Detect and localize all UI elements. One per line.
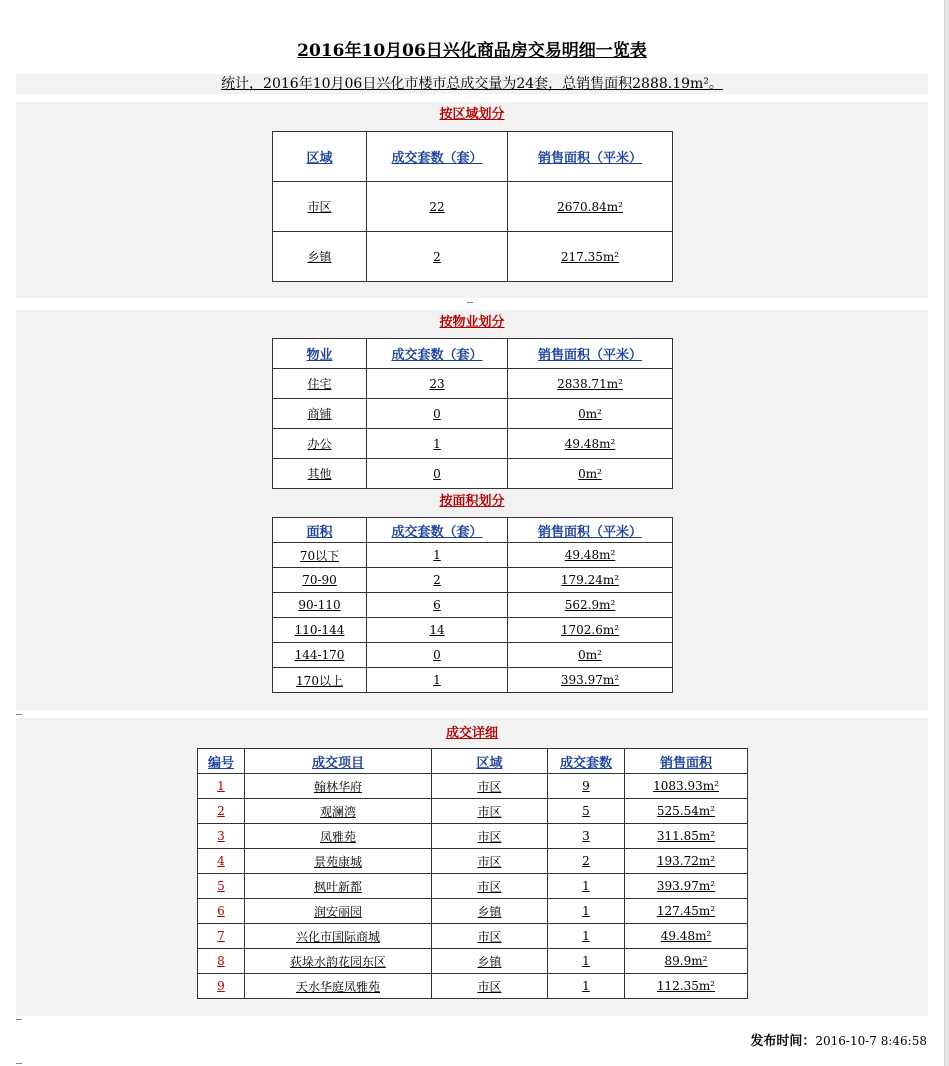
table-row (273, 459, 673, 489)
detail-id[interactable]: 4 (198, 849, 245, 874)
area-total[interactable]: 179.24m² (508, 568, 673, 593)
table-row (273, 568, 673, 593)
col-header-project[interactable]: 成交项目 (245, 749, 432, 774)
property-type[interactable]: 办公 (273, 429, 367, 459)
area-range[interactable]: 90-110 (273, 593, 367, 618)
detail-units[interactable]: 1 (548, 924, 625, 949)
table-row (198, 899, 748, 924)
area-units[interactable]: 1 (367, 668, 508, 693)
detail-region[interactable]: 乡镇 (432, 949, 548, 974)
detail-area[interactable]: 193.72m² (625, 849, 748, 874)
area-total[interactable]: 393.97m² (508, 668, 673, 693)
table-row (198, 924, 748, 949)
col-header-region[interactable]: 区域 (273, 132, 367, 182)
area-total[interactable]: 0m² (508, 643, 673, 668)
detail-project[interactable]: 润安丽园 (245, 899, 432, 924)
detail-units[interactable]: 2 (548, 849, 625, 874)
area-header-row (273, 518, 673, 543)
table-row (273, 618, 673, 643)
area-total[interactable]: 1702.6m² (508, 618, 673, 643)
property-units[interactable]: 23 (367, 369, 508, 399)
detail-id[interactable]: 1 (198, 774, 245, 799)
detail-area[interactable]: 49.48m² (625, 924, 748, 949)
property-type[interactable]: 商铺 (273, 399, 367, 429)
detail-area[interactable]: 112.35m² (625, 974, 748, 999)
area-units[interactable]: 0 (367, 643, 508, 668)
property-units[interactable]: 1 (367, 429, 508, 459)
col-header-property[interactable]: 物业 (273, 339, 367, 369)
region-header-row (273, 132, 673, 182)
detail-project[interactable]: 天水华庭凤雅苑 (245, 974, 432, 999)
detail-area[interactable]: 127.45m² (625, 899, 748, 924)
detail-units[interactable]: 3 (548, 824, 625, 849)
detail-id[interactable]: 7 (198, 924, 245, 949)
table-row (273, 232, 673, 282)
area-units[interactable]: 6 (367, 593, 508, 618)
area-table (272, 517, 673, 693)
col-header-id[interactable]: 编号 (198, 749, 245, 774)
publish-time (750, 1030, 927, 1049)
detail-units[interactable]: 9 (548, 774, 625, 799)
property-heading: 按物业划分 (439, 315, 505, 330)
table-row (273, 399, 673, 429)
table-row (273, 369, 673, 399)
detail-region[interactable]: 市区 (432, 974, 548, 999)
col-header-units[interactable]: 成交套数（套） (367, 132, 508, 182)
table-row (198, 799, 748, 824)
area-units[interactable]: 14 (367, 618, 508, 643)
publish-time-value: 2016-10-7 8:46:58 (815, 1034, 927, 1048)
divider-mark: _ (16, 1006, 22, 1020)
region-name[interactable]: 乡镇 (273, 232, 367, 282)
table-row (198, 849, 748, 874)
table-row (198, 774, 748, 799)
detail-units[interactable]: 1 (548, 949, 625, 974)
detail-region[interactable]: 市区 (432, 774, 548, 799)
page-title: 2016年10月06日兴化商品房交易明细一览表 (297, 41, 647, 61)
detail-project[interactable]: 翰林华府 (245, 774, 432, 799)
col-header-units[interactable]: 成交套数（套） (367, 339, 508, 369)
detail-project[interactable]: 荻垛水韵花园东区 (245, 949, 432, 974)
area-range[interactable]: 70-90 (273, 568, 367, 593)
table-row (198, 949, 748, 974)
detail-project[interactable]: 景苑康城 (245, 849, 432, 874)
detail-id[interactable]: 5 (198, 874, 245, 899)
area-total[interactable]: 562.9m² (508, 593, 673, 618)
detail-id[interactable]: 9 (198, 974, 245, 999)
divider-mark: _ (16, 1050, 22, 1064)
divider-mark: _ (16, 701, 22, 715)
detail-region[interactable]: 市区 (432, 849, 548, 874)
detail-id[interactable]: 6 (198, 899, 245, 924)
divider-mark: _ (467, 289, 473, 303)
property-type[interactable]: 其他 (273, 459, 367, 489)
property-type[interactable]: 住宅 (273, 369, 367, 399)
table-row (273, 543, 673, 568)
col-header-area[interactable]: 销售面积 (625, 749, 748, 774)
details-table (197, 748, 748, 999)
area-heading: 按面积划分 (439, 494, 505, 509)
region-area[interactable]: 2670.84m² (508, 182, 673, 232)
table-row (273, 182, 673, 232)
detail-id[interactable]: 3 (198, 824, 245, 849)
detail-id[interactable]: 2 (198, 799, 245, 824)
detail-area[interactable]: 89.9m² (625, 949, 748, 974)
property-units[interactable]: 0 (367, 459, 508, 489)
detail-units[interactable]: 1 (548, 974, 625, 999)
publish-time-label: 发布时间： (750, 1034, 816, 1049)
col-header-area[interactable]: 销售面积（平米） (508, 132, 673, 182)
table-row (273, 668, 673, 693)
property-table (272, 338, 673, 489)
area-range[interactable]: 144-170 (273, 643, 367, 668)
table-row (198, 974, 748, 999)
area-range[interactable]: 110-144 (273, 618, 367, 643)
detail-project[interactable]: 观澜湾 (245, 799, 432, 824)
col-header-area[interactable]: 销售面积（平米） (508, 518, 673, 543)
detail-id[interactable]: 8 (198, 949, 245, 974)
detail-region[interactable]: 市区 (432, 924, 548, 949)
detail-units[interactable]: 5 (548, 799, 625, 824)
detail-area[interactable]: 393.97m² (625, 874, 748, 899)
details-header-row (198, 749, 748, 774)
property-units[interactable]: 0 (367, 399, 508, 429)
table-row (273, 643, 673, 668)
detail-area[interactable]: 525.54m² (625, 799, 748, 824)
vertical-scrollbar[interactable] (944, 0, 949, 1066)
region-heading: 按区域划分 (439, 107, 505, 122)
region-area[interactable]: 217.35m² (508, 232, 673, 282)
details-heading: 成交详细 (445, 726, 498, 741)
col-header-area[interactable]: 销售面积（平米） (508, 339, 673, 369)
area-total[interactable]: 49.48m² (508, 543, 673, 568)
property-header-row (273, 339, 673, 369)
detail-project[interactable]: 兴化市国际商城 (245, 924, 432, 949)
area-range[interactable]: 170以上 (273, 668, 367, 693)
region-name[interactable]: 市区 (273, 182, 367, 232)
region-table (272, 131, 673, 282)
detail-area[interactable]: 311.85m² (625, 824, 748, 849)
col-header-units[interactable]: 成交套数（套） (367, 518, 508, 543)
property-area[interactable]: 2838.71m² (508, 369, 673, 399)
detail-region[interactable]: 市区 (432, 824, 548, 849)
region-units[interactable]: 22 (367, 182, 508, 232)
table-row (198, 824, 748, 849)
area-units[interactable]: 1 (367, 543, 508, 568)
property-area[interactable]: 49.48m² (508, 429, 673, 459)
detail-project[interactable]: 凤雅苑 (245, 824, 432, 849)
property-area[interactable]: 0m² (508, 459, 673, 489)
detail-region[interactable]: 乡镇 (432, 899, 548, 924)
detail-units[interactable]: 1 (548, 899, 625, 924)
area-range[interactable]: 70以下 (273, 543, 367, 568)
property-area[interactable]: 0m² (508, 399, 673, 429)
table-row (198, 874, 748, 899)
area-units[interactable]: 2 (367, 568, 508, 593)
col-header-region[interactable]: 区域 (432, 749, 548, 774)
table-row (273, 593, 673, 618)
detail-project[interactable]: 枫叶新都 (245, 874, 432, 899)
region-units[interactable]: 2 (367, 232, 508, 282)
detail-region[interactable]: 市区 (432, 874, 548, 899)
detail-units[interactable]: 1 (548, 874, 625, 899)
table-row (273, 429, 673, 459)
summary-text: 统计，2016年10月06日兴化市楼市总成交量为24套，总销售面积2888.19m²。 (16, 74, 928, 94)
detail-area[interactable]: 1083.93m² (625, 774, 748, 799)
detail-region[interactable]: 市区 (432, 799, 548, 824)
col-header-area-range[interactable]: 面积 (273, 518, 367, 543)
col-header-units[interactable]: 成交套数 (548, 749, 625, 774)
